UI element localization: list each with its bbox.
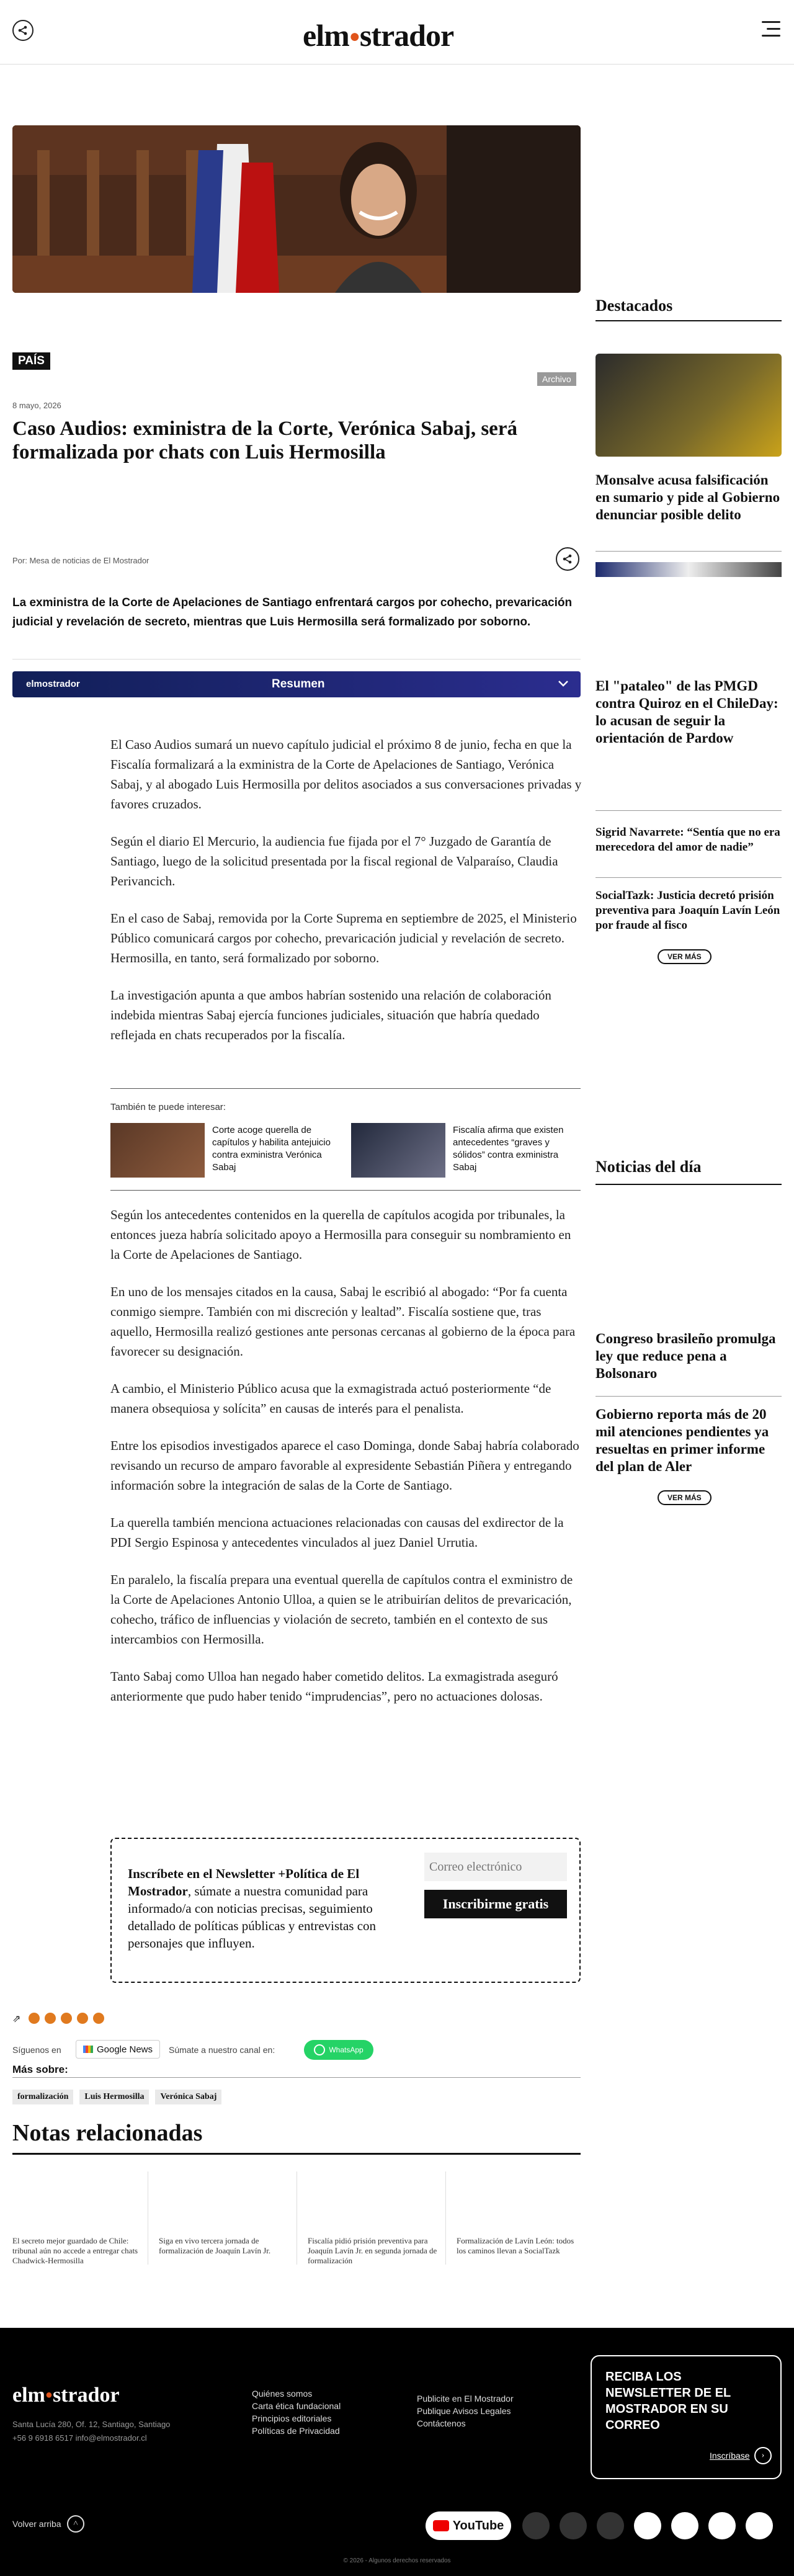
hamburger-icon[interactable] xyxy=(762,21,780,37)
divider xyxy=(110,1190,581,1191)
social-share-row xyxy=(12,2013,104,2024)
also-label: También te puede interesar: xyxy=(110,1102,226,1112)
paragraph: Según los antecedentes contenidos en la querella de capítulos acogida por tribunales, la entonces jueza habría solicitado apoyo a Hermosilla para conseguir su nombramiento en la Corte de Apelaciones de Santiago. xyxy=(110,1207,571,1262)
noticia-link[interactable]: Gobierno reporta más de 20 mil atenciones pendientes ya resueltas en primer informe del plan de Aler xyxy=(596,1407,769,1474)
google-news-icon xyxy=(83,2046,93,2053)
site-header xyxy=(0,0,794,65)
chevron-down-icon xyxy=(557,678,569,693)
article-body-b xyxy=(110,1205,582,1724)
footer-link[interactable]: Quiénes somos xyxy=(252,2389,313,2399)
related-thumb[interactable] xyxy=(110,1123,205,1178)
destacado-image[interactable] xyxy=(596,354,782,457)
destacado-link[interactable]: El "pataleo" de las PMGD contra Quiroz en el ChileDay: lo acusan de seguir la orientación de Pardow xyxy=(596,678,778,746)
category-badge[interactable]: PAÍS xyxy=(12,352,50,370)
destacado-link[interactable]: Monsalve acusa falsificación en sumario y pide al Gobierno denunciar posible delito xyxy=(596,472,780,522)
share-icon[interactable] xyxy=(12,20,33,41)
footer-address: Santa Lucía 280, Of. 12, Santiago, Santiago xyxy=(12,2420,171,2429)
article-date: 8 mayo, 2026 xyxy=(12,401,61,410)
share-icon[interactable]: ⇗ xyxy=(12,2014,21,2024)
paragraph: La investigación apunta a que ambos habrían sostenido una relación de colaboración indebida mientras Sabaj ejercía funciones judiciales, situación que habría quedado reflejada en chats recuperados por la fiscalía. xyxy=(110,988,551,1042)
destacado-link[interactable]: Sigrid Navarrete: “Sentía que no era merecedora del amor de nadie” xyxy=(596,826,780,854)
article-lead: La exministra de la Corte de Apelaciones de Santiago enfrentará cargos por cohecho, prevaricación judicial y revelación de secreto, mientras que Luis Hermosilla será formalizado por soborno. xyxy=(12,596,573,628)
divider xyxy=(12,659,581,660)
newsletter-submit-button[interactable]: Inscribirme gratis xyxy=(424,1890,567,1918)
noticia-link[interactable]: Congreso brasileño promulga ley que reduce pena a Bolsonaro xyxy=(596,1331,776,1381)
social-icon[interactable] xyxy=(597,2512,624,2539)
divider xyxy=(12,2153,581,2155)
channel-label: Súmate a nuestro canal en: xyxy=(169,2045,275,2055)
hero-image xyxy=(12,125,581,293)
footer-logo[interactable]: elm●strador xyxy=(12,2384,120,2407)
summary-toggle[interactable] xyxy=(12,671,581,697)
footer-link[interactable]: Políticas de Privacidad xyxy=(252,2426,340,2436)
footer-links-b xyxy=(417,2392,514,2430)
whatsapp-icon[interactable] xyxy=(61,2013,72,2024)
social-icon[interactable] xyxy=(560,2512,587,2539)
summary-label: Resumen xyxy=(272,678,325,691)
divider xyxy=(596,877,782,878)
related-article[interactable]: Siga en vivo tercera jornada de formalización de Joaquín Lavín Jr. xyxy=(159,2236,271,2255)
whatsapp-icon xyxy=(314,2044,325,2055)
x-icon[interactable] xyxy=(45,2013,56,2024)
email-icon[interactable] xyxy=(93,2013,104,2024)
footer-link[interactable]: Carta ética fundacional xyxy=(252,2401,341,2411)
summary-brand: elmostrador xyxy=(26,679,80,689)
paragraph: El Caso Audios sumará un nuevo capítulo judicial el próximo 8 de junio, fecha en que la Fiscalía formalizará a la exministra de la Corte de Apelaciones de Santiago, Verónica Sabaj, y al abogado Luis Hermosilla por delitos asociados a sus conversaciones privadas y favores cruzados. xyxy=(110,737,582,812)
divider xyxy=(596,320,782,321)
related-article[interactable]: Formalización de Lavín León: todos los caminos llevan a SocialTazk xyxy=(457,2236,574,2255)
tag[interactable]: Verónica Sabaj xyxy=(155,2090,221,2104)
footer-newsletter-box xyxy=(591,2355,782,2479)
related-article[interactable]: El secreto mejor guardado de Chile: tribunal aún no accede a entregar chats Chadwick-Hermosilla xyxy=(12,2236,138,2265)
divider xyxy=(110,1088,581,1089)
divider xyxy=(12,2077,581,2078)
paragraph: A cambio, el Ministerio Público acusa que la exmagistrada actuó posteriormente “de manera obsequiosa y solícita” en causas de interés para el penalista. xyxy=(110,1381,551,1416)
tag[interactable]: Luis Hermosilla xyxy=(79,2090,149,2104)
paragraph: Según el diario El Mercurio, la audiencia fue fijada por el 7° Juzgado de Garantía de Santiago, luego de la solicitud presentada por la fiscal regional de Valparaíso, Claudia Perivancich. xyxy=(110,834,558,888)
footer-link[interactable]: Publicite en El Mostrador xyxy=(417,2394,514,2404)
related-link[interactable]: Fiscalía afirma que existen antecedentes “graves y sólidos” contra exministra Sabaj xyxy=(453,1125,564,1173)
footer-links-a xyxy=(252,2387,341,2437)
google-news-button[interactable]: Google News xyxy=(76,2040,160,2059)
paragraph: Tanto Sabaj como Ulloa han negado haber cometido delitos. La exmagistrada aseguró anteriormente que pudo haber tenido “imprudencias”, pero no actuaciones dolosas. xyxy=(110,1669,558,1704)
article-body-a xyxy=(110,735,582,1062)
site-footer xyxy=(0,2328,794,2576)
copyright: © 2026 - Algunos derechos reservados xyxy=(343,2557,451,2564)
paragraph: En uno de los mensajes citados en la causa, Sabaj le escribió al abogado: “Por fa cuenta conmigo siempre. También con mi discreción y lealtad”. Fiscalía sostiene que, tras aquello, Hermosilla realizó gestiones ante personas cercanas al gobierno de la época para favorecer su designación. xyxy=(110,1284,576,1359)
newsletter-email-input[interactable] xyxy=(424,1853,567,1881)
paragraph: En paralelo, la fiscalía prepara una eventual querella de capítulos contra el exministro de la Corte de Apelaciones Antonio Ulloa, a quien se le atribuirían delitos de prevaricación, cohecho, tráfico de influencias y violación de secreto, también en el contexto de sus intercambios con Hermosilla. xyxy=(110,1572,573,1647)
divider xyxy=(596,810,782,811)
article-title: Caso Audios: exministra de la Corte, Verónica Sabaj, será formalizada por chats con Luis Hermosilla xyxy=(12,418,517,463)
site-logo[interactable]: elm●strador xyxy=(303,18,454,53)
tag-list xyxy=(12,2090,228,2104)
back-to-top-label[interactable]: Volver arriba xyxy=(12,2519,61,2529)
whatsapp-channel-button[interactable]: WhatsApp xyxy=(304,2040,373,2060)
newsletter-box xyxy=(110,1838,581,1983)
divider xyxy=(445,2171,446,2265)
paragraph: La querella también menciona actuaciones relacionadas con causas del exdirector de la PDI Sergio Espinosa y antecedentes vinculados al juez Daniel Urrutia. xyxy=(110,1515,564,1550)
footer-link[interactable]: Contáctenos xyxy=(417,2418,466,2428)
related-link[interactable]: Corte acoge querella de capítulos y habilita antejuicio contra exministra Verónica Sabaj xyxy=(212,1125,331,1173)
social-icon[interactable] xyxy=(522,2512,550,2539)
divider xyxy=(596,1396,782,1397)
facebook-icon[interactable] xyxy=(671,2512,698,2539)
arrow-up-icon[interactable]: ˄ xyxy=(67,2515,84,2533)
ver-mas-button[interactable]: VER MÁS xyxy=(658,1490,711,1505)
footer-newsletter-title: RECIBA LOS NEWSLETTER DE EL MOSTRADOR EN SU CORREO xyxy=(605,2370,731,2432)
destacados-title: Destacados xyxy=(596,297,673,315)
photo-caption: Archivo xyxy=(537,372,576,386)
footer-link[interactable]: Publique Avisos Legales xyxy=(417,2406,511,2416)
follow-label: Síguenos en xyxy=(12,2045,61,2055)
divider xyxy=(596,551,782,552)
paragraph: Entre los episodios investigados aparece el caso Dominga, donde Sabaj habría colaborado revisando un recurso de amparo favorable al expresidente Sebastián Piñera y entregando información sobre la integración de salas de la Corte de Santiago. xyxy=(110,1438,579,1493)
paragraph: En el caso de Sabaj, removida por la Corte Suprema en septiembre de 2025, el Ministerio Público comunicará cargos por cohecho, prevaricación judicial y revelación de secreto. Hermosilla, en tanto, será formalizado por soborno. xyxy=(110,911,577,965)
footer-subscribe-link[interactable]: Inscríbase xyxy=(710,2451,750,2461)
tag[interactable]: formalización xyxy=(12,2090,73,2104)
linkedin-icon[interactable] xyxy=(708,2512,736,2539)
facebook-icon[interactable] xyxy=(29,2013,40,2024)
instagram-icon[interactable] xyxy=(634,2512,661,2539)
youtube-button[interactable]: YouTube xyxy=(426,2511,511,2540)
newsletter-text: Inscríbete en el Newsletter +Política de El Mostrador, súmate a nuestra comunidad para informado/a con noticias precisas, seguimiento detallado de políticas públicas y entrevistas con personajes que influyen. xyxy=(128,1866,377,1951)
more-about-label: Más sobre: xyxy=(12,2064,68,2075)
youtube-icon xyxy=(433,2520,449,2531)
destacado-image[interactable] xyxy=(596,562,782,577)
destacado-link[interactable]: SocialTazk: Justicia decretó prisión preventiva para Joaquín Lavín León por fraude al fisco xyxy=(596,889,780,932)
related-article[interactable]: Fiscalía pidió prisión preventiva para Joaquín Lavín Jr. en segunda jornada de formalización xyxy=(308,2236,437,2265)
noticias-title: Noticias del día xyxy=(596,1158,702,1176)
footer-link[interactable]: Principios editoriales xyxy=(252,2413,332,2423)
divider xyxy=(596,1184,782,1185)
arrow-right-icon[interactable]: › xyxy=(754,2447,772,2464)
related-title: Notas relacionadas xyxy=(12,2120,203,2146)
ver-mas-button[interactable]: VER MÁS xyxy=(658,949,711,964)
linkedin-icon[interactable] xyxy=(77,2013,88,2024)
related-thumb[interactable] xyxy=(351,1123,445,1178)
x-icon[interactable] xyxy=(746,2512,773,2539)
byline: Por: Mesa de noticias de El Mostrador xyxy=(12,556,149,565)
share-article-icon[interactable] xyxy=(556,547,579,571)
footer-contact: +56 9 6918 6517 info@elmostrador.cl xyxy=(12,2433,147,2443)
